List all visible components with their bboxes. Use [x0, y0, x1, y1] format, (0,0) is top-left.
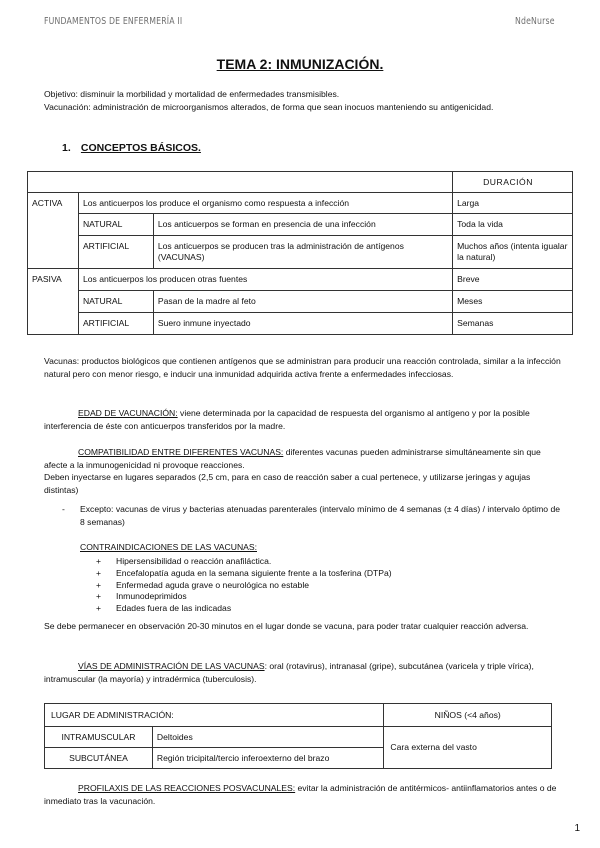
pasiva-natural-duration: Meses: [453, 291, 573, 313]
pasiva-label: PASIVA: [28, 269, 79, 335]
ninos-site: Cara externa del vasto: [384, 727, 552, 769]
objetivo-text: Objetivo: disminuir la morbilidad y mortalidad de enfermedades transmisibles.: [44, 89, 340, 99]
list-item: [96, 603, 392, 615]
intramuscular-site: Deltoides: [152, 727, 383, 748]
contra-after: Se debe permanecer en observación 20-30 minutos en el lugar donde se vacuna, para poder tratar cualquier reacción adversa.: [44, 621, 529, 631]
pasiva-artificial-desc: Suero inmune inyectado: [153, 313, 452, 335]
profilaxis-heading: PROFILAXIS DE LAS REACCIONES POSVACUNALES:: [78, 783, 296, 793]
edad-text: viene determinada por la capacidad de respuesta del organismo al antígeno y por la posible interferencia de éste con anticuerpos transferidos por la madre.: [44, 408, 530, 431]
list-item-text: Inmunodeprimidos: [116, 591, 187, 602]
activa-duration: Larga: [453, 193, 573, 214]
activa-desc: Los anticuerpos los produce el organismo como respuesta a infección: [78, 193, 452, 214]
pasiva-natural-label: NATURAL: [78, 291, 153, 313]
bullet-plus: +: [96, 556, 102, 566]
bullet-plus: +: [96, 603, 102, 614]
vias-paragraph: [44, 660, 564, 685]
ninos-header: NIÑOS (<4 años): [384, 704, 552, 727]
section-heading: [62, 142, 201, 154]
activa-label: ACTIVA: [28, 193, 79, 269]
compat-text2: Deben inyectarse en lugares separados (2,5 cm, para en caso de reacción saber a cual pertenece, y utilizarse jeringas y agujas distintas): [44, 472, 531, 495]
contra-heading: [80, 541, 600, 554]
vias-text: : oral (rotavirus), intranasal (gripe), subcutánea (varicela y triple vírica), intramuscular (la mayoría) y intradérmica (tuberculosis).: [44, 661, 534, 684]
list-item-text: Edades fuera de las indicadas: [116, 603, 232, 614]
activa-natural-desc: Los anticuerpos se forman en presencia de una infección: [153, 214, 452, 236]
bullet-plus: +: [96, 579, 102, 590]
lugar-header: LUGAR DE ADMINISTRACIÓN:: [45, 704, 384, 727]
intro-paragraph: [44, 88, 564, 113]
subcutanea-label: SUBCUTÁNEA: [45, 748, 153, 769]
compat-dash: -: [62, 504, 65, 514]
contra-heading-text: CONTRAINDICACIONES DE LAS VACUNAS:: [80, 542, 257, 552]
list-item-text: Encefalopatía aguda en la semana siguiente frente a la tosferina (DTPa): [116, 567, 392, 578]
section-number: 1.: [62, 142, 71, 154]
pasiva-duration: Breve: [453, 269, 573, 291]
compat-text: diferentes vacunas pueden administrarse simultáneamente sin que afecte a la inmunogenicidad ni provoque reacciones.: [44, 447, 541, 470]
page-title: TEMA 2: INMUNIZACIÓN.: [216, 56, 384, 72]
page-number: 1: [574, 823, 580, 834]
intramuscular-label: INTRAMUSCULAR: [45, 727, 153, 748]
activa-artificial-desc: Los anticuerpos se producen tras la administración de antígenos (VACUNAS): [153, 236, 452, 269]
table-header-duracion: DURACIÓN: [453, 172, 573, 193]
profilaxis-paragraph: [44, 782, 564, 807]
bullet-plus: +: [96, 591, 102, 602]
activa-natural-duration: Toda la vida: [453, 214, 573, 236]
contra-list: [96, 556, 392, 615]
pasiva-artificial-label: ARTIFICIAL: [78, 313, 153, 335]
activa-natural-label: NATURAL: [78, 214, 153, 236]
vias-heading: VÍAS DE ADMINISTRACIÓN DE LAS VACUNAS: [78, 661, 265, 671]
header-course-title: FUNDAMENTOS DE ENFERMERÍA II: [44, 16, 183, 27]
list-item: [96, 580, 392, 592]
pasiva-desc: Los anticuerpos los producen otras fuentes: [78, 269, 452, 291]
activa-artificial-label: ARTIFICIAL: [78, 236, 153, 269]
edad-heading: EDAD DE VACUNACIÓN:: [78, 408, 178, 418]
list-item: [96, 568, 392, 580]
activa-artificial-duration: Muchos años (intenta igualar la natural): [453, 236, 573, 269]
pasiva-natural-desc: Pasan de la madre al feto: [153, 291, 452, 313]
compat-excepto: Excepto: vacunas de virus y bacterias atenuadas parenterales (intervalo mínimo de 4 semanas (± 4 días) / intervalo óptimo de 8 semanas): [80, 504, 561, 527]
edad-paragraph: [44, 407, 564, 432]
compat-paragraph: [44, 446, 564, 496]
bullet-plus: +: [96, 567, 102, 578]
compat-heading: COMPATIBILIDAD ENTRE DIFERENTES VACUNAS:: [78, 447, 284, 457]
section-title: CONCEPTOS BÁSICOS.: [80, 142, 201, 154]
vacunacion-text: Vacunación: administración de microorganismos alterados, de forma que sean inocuos manteniendo su antigenicidad.: [44, 101, 494, 112]
administration-table: [44, 703, 552, 769]
immunity-table: [27, 171, 573, 335]
list-item-text: Enfermedad aguda grave o neurológica no estable: [116, 579, 310, 590]
profilaxis-text: evitar la administración de antitérmicos- antiinflamatorios antes o de inmediato tras la vacunación.: [44, 783, 557, 806]
list-item-text: Hipersensibilidad o reacción anafiláctica.: [116, 556, 272, 566]
header-author: NdeNurse: [515, 16, 555, 27]
subcutanea-site: Región tricipital/tercio inferoexterno del brazo: [152, 748, 383, 769]
table-header-blank: [28, 172, 453, 193]
pasiva-artificial-duration: Semanas: [453, 313, 573, 335]
list-item: [96, 556, 392, 568]
vacunas-definition: Vacunas: productos biológicos que contienen antígenos que se administran para producir una reacción controlada, similar a la infección natural pero con menor riesgo, e inducir una inmunidad adquirida activa frente a enfermedades infecciosas.: [44, 356, 561, 379]
list-item: [96, 591, 392, 603]
